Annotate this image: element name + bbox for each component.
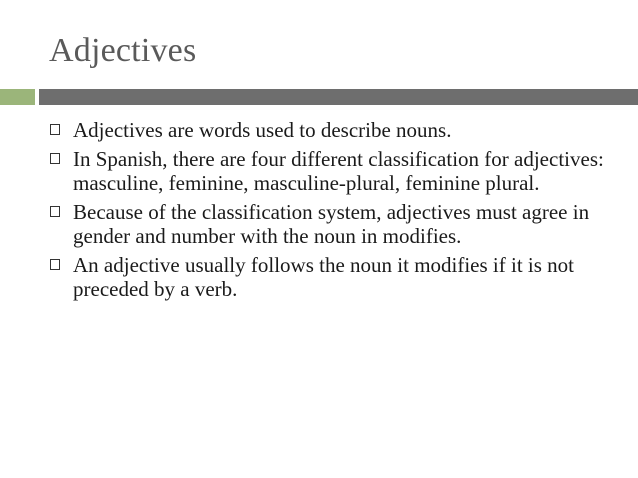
- bullet-text: An adjective usually follows the noun it modifies if it is not preceded by a verb.: [73, 253, 575, 301]
- bullet-text: In Spanish, there are four different classification for adjectives: masculine, feminine, masculine-plural, feminine plural.: [73, 147, 604, 195]
- hollow-square-bullet-icon: [50, 259, 60, 270]
- title-accent-bar: [0, 89, 35, 105]
- bullet-text: Because of the classification system, adjectives must agree in gender and number with the noun in modifies.: [73, 200, 590, 248]
- title-divider-bar: [39, 89, 638, 105]
- list-item: [49, 147, 609, 195]
- hollow-square-bullet-icon: [50, 124, 60, 135]
- list-item: [49, 253, 609, 301]
- hollow-square-bullet-icon: [50, 206, 60, 217]
- bullet-list: [49, 118, 609, 306]
- list-item: [49, 118, 609, 142]
- hollow-square-bullet-icon: [50, 153, 60, 164]
- slide-title: Adjectives: [49, 32, 197, 69]
- bullet-text: Adjectives are words used to describe nouns.: [73, 118, 452, 142]
- list-item: [49, 200, 609, 248]
